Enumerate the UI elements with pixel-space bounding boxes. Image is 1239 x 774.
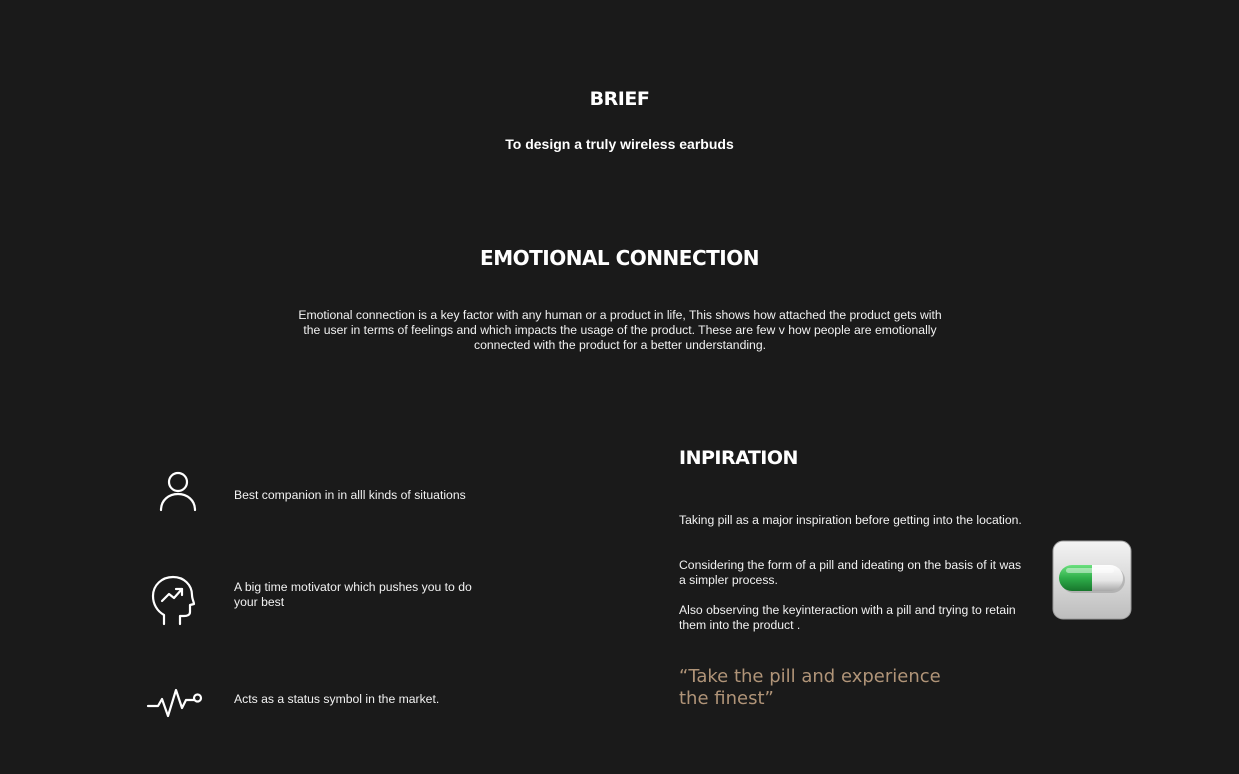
brief-text: To design a truly wireless earbuds	[505, 136, 734, 152]
inspiration-paragraph: Considering the form of a pill and ideating on the basis of it was a simpler process.	[679, 558, 1022, 587]
inspiration-paragraph: Taking pill as a major inspiration before getting into the location.	[679, 513, 1022, 527]
brief-title: BRIEF	[589, 88, 650, 110]
feature-text-motivator: A big time motivator which pushes you to do your best	[234, 580, 472, 609]
pulse-icon	[146, 686, 204, 727]
person-icon	[157, 470, 199, 517]
pill-capsule-icon	[1052, 540, 1132, 625]
head-growth-icon	[150, 574, 196, 633]
feature-text-status: Acts as a status symbol in the market.	[234, 692, 440, 706]
inspiration-title: INPIRATION	[679, 447, 798, 469]
inspiration-quote: “Take the pill and experience the finest”	[679, 666, 941, 709]
feature-text-companion: Best companion in in alll kinds of situations	[234, 488, 466, 502]
emotional-connection-title: EMOTIONAL CONNECTION	[480, 246, 759, 270]
emotional-connection-text: Emotional connection is a key factor with any human or a product in life, This shows how attached the product gets with the user in terms of feelings and which impacts the usage of the product. These are few v how people are emotionally connected with the product for a better understanding.	[298, 308, 942, 352]
inspiration-paragraph: Also observing the keyinteraction with a pill and trying to retain them into the product .	[679, 603, 1016, 632]
